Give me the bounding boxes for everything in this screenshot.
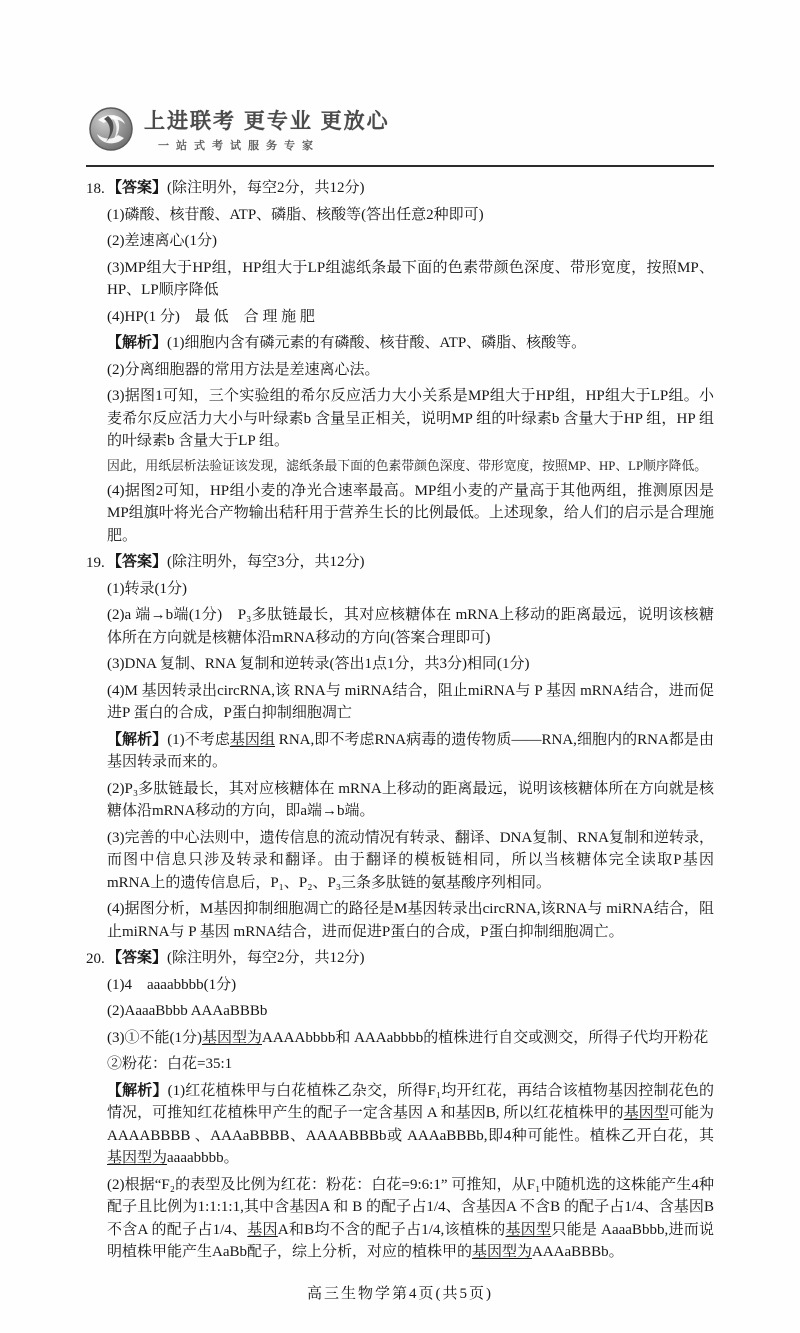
body-text: (4)据图分析，M基因抑制细胞凋亡的路径是M基因转录出circRNA,该RNA与 miRNA结合，阻止miRNA与 P 基因 mRNA结合，进而促进P蛋白的合成，P蛋白抑制细胞凋亡。 — [107, 901, 714, 940]
paragraph — [107, 457, 714, 476]
paragraph — [107, 306, 714, 329]
paragraph — [107, 653, 714, 676]
paragraph — [107, 680, 714, 725]
underlined-text: 基因型 — [623, 1105, 669, 1121]
body-text: (1)磷酸、核苷酸、ATP、磷脂、核酸等(答出任意2种即可) — [107, 206, 484, 223]
body-text: (2)a 端→b端(1分) P₃多肽链最长，其对应核糖体在 mRNA上移动的距离最远，说明该核糖体所在方向就是核糖体沿mRNA移动的方向(答案合理即可) — [107, 607, 714, 646]
body-text: (2)根据“F₂的表型及比例为红花：粉花：白花=9:6:1” 可推知，从F₁中随机选的这株能产生4种配子且比例为1:1:1:1,其中含基因A 和 B 的配子占1/4、含基因A 不含B 的配子占1/4、含基因B 不含A 的配子占1/4、 — [107, 1176, 714, 1238]
body-text: AAAaBBBb。 — [532, 1244, 624, 1260]
body-text: aaaabbbb。 — [167, 1150, 239, 1166]
question-body — [107, 947, 714, 1268]
paragraph — [107, 1053, 714, 1076]
body-text: (1)红花植株甲与白花植株乙杂交，所得F₁均开红花，再结合该植物基因控制花色的情况，可推知红花植株甲产生的配子一定含基因 A 和基因B, 所以红花植株甲的 — [107, 1082, 714, 1121]
question-body — [107, 551, 714, 947]
body-text: (3)MP组大于HP组，HP组大于LP组滤纸条最下面的色素带颜色深度、带形宽度，按照MP、HP、LP顺序降低 — [107, 259, 714, 298]
label-text: 【答案】 — [107, 950, 168, 966]
underlined-text: 基因 — [247, 1221, 278, 1238]
body-text: RNA,即不考虑RNA病毒的遗传物质——RNA,细胞内的RNA都是由基因转录而来的。 — [107, 731, 714, 770]
body-text: (3)完善的中心法则中，遗传信息的流动情况有转录、翻译、DNA复制、RNA复制和逆转录，而图中信息只涉及转录和翻译。由于翻译的模板链相同，所以当核糖体完全读取P基因 mRNA上的遗传信息后，P₁、P₂、P₃三条多肽链的氨基酸序列相同。 — [107, 829, 714, 891]
paragraph — [107, 898, 714, 943]
paragraph — [107, 332, 714, 355]
paragraph — [107, 604, 714, 649]
body-text: ②粉花：白花=35:1 — [107, 1056, 233, 1072]
swirl-globe-logo-icon — [88, 106, 134, 157]
body-text: (4)据图2可知，HP组小麦的净光合速率最高。MP组小麦的产量高于其他两组，推测原因是MP组旗叶将光合产物输出秸秆用于营养生长的比例最低。上述现象，给人们的启示是合理施肥。 — [107, 482, 714, 544]
paragraph — [107, 177, 714, 200]
brand-title: 上进联考 更专业 更放心 — [144, 109, 390, 133]
paragraph — [107, 230, 714, 253]
paragraph — [107, 385, 714, 453]
brand-subtitle: 一站式考试服务专家 — [158, 140, 320, 153]
body-text: (除注明外，每空2分，共12分) — [167, 180, 365, 196]
paragraph — [107, 778, 714, 823]
page-footer — [86, 1282, 714, 1333]
paragraph — [107, 1174, 714, 1264]
paragraph — [107, 1000, 714, 1023]
paragraph — [107, 729, 714, 774]
body-text: A和B均不含的配子占1/4,该植株的 — [277, 1221, 506, 1238]
underlined-text: 基因型为 — [107, 1150, 168, 1166]
label-text: 【答案】 — [107, 180, 168, 196]
label-text: 【解析】 — [107, 335, 168, 351]
answer-section — [86, 947, 714, 1268]
paragraph — [107, 974, 714, 997]
body-text: (2)P₃多肽链最长，其对应核糖体在 mRNA上移动的距离最远，说明该核糖体所在方向就是核糖体沿mRNA移动的方向，即a端→b端。 — [107, 780, 714, 819]
body-text: 因此，用纸层析法验证该发现，滤纸条最下面的色素带颜色深度、带形宽度，按照MP、HP、LP顺序降低。 — [107, 458, 708, 473]
body-text: (4)HP(1 分) 最 低 合 理 施 肥 — [107, 308, 315, 325]
body-text: (2)分离细胞器的常用方法是差速离心法。 — [107, 361, 380, 378]
body-text: (3)DNA 复制、RNA 复制和逆转录(答出1点1分，共3分)相同(1分) — [107, 656, 530, 672]
body-text: (1)细胞内含有磷元素的有磷酸、核苷酸、ATP、磷脂、核酸等。 — [167, 335, 587, 351]
question-body — [107, 177, 714, 551]
paragraph — [107, 1080, 714, 1170]
page-number-label: 高三生物学第4页(共5页) — [307, 1285, 493, 1302]
body-text: (3)据图1可知，三个实验组的希尔反应活力大小关系是MP组大于HP组，HP组大于LP组。小麦希尔反应活力大小与叶绿素b 含量呈正相关，说明MP 组的叶绿素b 含量大于HP 组，HP 组的叶绿素b 含量大于LP 组。 — [107, 388, 714, 449]
body-text: 可能为 AAAABBBB 、AAAaBBBB、AAAABBBb或 AAAaBBBb,即4种可能性。植株乙开白花，其 — [107, 1105, 714, 1144]
paragraph — [107, 204, 714, 227]
paragraph — [107, 1027, 714, 1050]
paragraph — [107, 480, 714, 548]
paragraph — [107, 257, 714, 302]
answer-section — [86, 177, 714, 551]
question-number: 18. — [86, 181, 105, 197]
paragraph — [107, 359, 714, 382]
underlined-text: 基因型 — [505, 1221, 552, 1238]
label-text: 【答案】 — [107, 554, 168, 570]
paragraph — [107, 551, 714, 574]
answer-section — [86, 551, 714, 947]
answer-document — [86, 177, 714, 1268]
label-text: 【解析】 — [107, 1082, 168, 1099]
body-text: (1)4 aaaabbbb(1分) — [107, 976, 237, 993]
body-text: AAAAbbbb和 AAAabbbb的植株进行自交或测交，所得子代均开粉花 — [262, 1029, 709, 1046]
body-text: (4)M 基因转录出circRNA,该 RNA与 miRNA结合，阻止miRNA与 P 基因 mRNA结合，进而促进P 蛋白的合成，P蛋白抑制细胞凋亡 — [107, 682, 714, 721]
body-text: (1)转录(1分) — [107, 580, 187, 597]
paragraph — [107, 827, 714, 895]
underlined-text: 基因组 — [229, 731, 276, 748]
body-text: (3)①不能(1分) — [107, 1029, 202, 1046]
underlined-text: 基因型为 — [472, 1244, 533, 1260]
question-number: 20. — [86, 951, 105, 967]
body-text: (2)AaaaBbbb AAAaBBBb — [107, 1003, 268, 1019]
paragraph — [107, 578, 714, 601]
header-divider — [86, 165, 714, 167]
paragraph — [107, 947, 714, 970]
underlined-text: 基因型为 — [201, 1029, 262, 1046]
body-text: 只能是 AaaaBbbb,进而说明植株甲能产生AaBb配子，综上分析，对应的植株甲的 — [107, 1221, 714, 1260]
body-text: (1)不考虑 — [167, 731, 230, 748]
body-text: (除注明外，每空2分，共12分) — [167, 950, 365, 966]
brand-header — [86, 106, 714, 157]
question-number: 19. — [86, 555, 105, 571]
label-text: 【解析】 — [107, 731, 168, 748]
body-text: (2)差速离心(1分) — [107, 233, 217, 249]
body-text: (除注明外，每空3分，共12分) — [167, 554, 365, 570]
